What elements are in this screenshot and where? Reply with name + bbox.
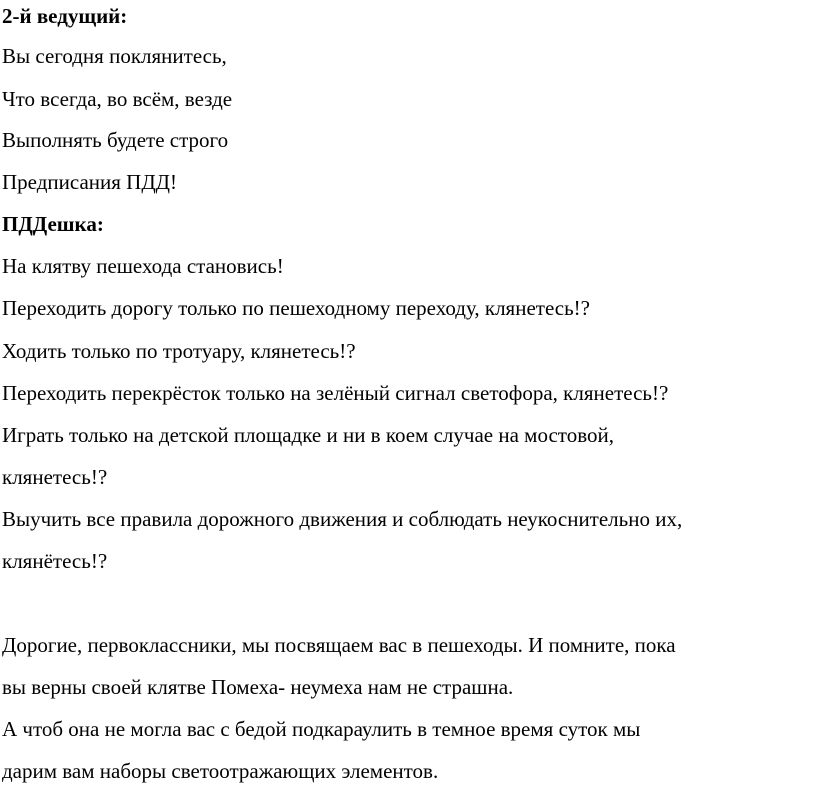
verse-line-1: Вы сегодня поклянитесь, bbox=[2, 44, 227, 68]
closing-line-2: вы верны своей клятве Помеха- неумеха нам не страшна. bbox=[2, 675, 514, 699]
verse-line-4: Предписания ПДД! bbox=[2, 170, 177, 194]
closing-line-3: А чтоб она не могла вас с бедой подкараулить в темное время суток мы bbox=[2, 717, 641, 741]
speaker-heading-host-2: 2-й ведущий: bbox=[2, 4, 128, 28]
oath-line-1: На клятву пешехода становись! bbox=[2, 254, 284, 278]
closing-line-4: дарим вам наборы светоотражающих элементов. bbox=[2, 759, 439, 783]
oath-line-6-cont: клянётесь!? bbox=[2, 549, 108, 573]
oath-line-5: Играть только на детской площадке и ни в коем случае на мостовой, bbox=[2, 423, 614, 447]
verse-line-2: Что всегда, во всём, везде bbox=[2, 87, 233, 111]
verse-line-3: Выполнять будете строго bbox=[2, 128, 229, 152]
oath-line-5-cont: клянетесь!? bbox=[2, 465, 108, 489]
oath-line-3: Ходить только по тротуару, клянетесь!? bbox=[2, 339, 356, 363]
speaker-heading-pdd: ПДДешка: bbox=[2, 212, 104, 236]
oath-line-4: Переходить перекрёсток только на зелёный сигнал светофора, клянетесь!? bbox=[2, 381, 669, 405]
oath-line-2: Переходить дорогу только по пешеходному переходу, клянетесь!? bbox=[2, 296, 590, 320]
oath-line-6: Выучить все правила дорожного движения и соблюдать неукоснительно их, bbox=[2, 507, 683, 531]
closing-line-1: Дорогие, первоклассники, мы посвящаем вас в пешеходы. И помните, пока bbox=[2, 633, 676, 657]
